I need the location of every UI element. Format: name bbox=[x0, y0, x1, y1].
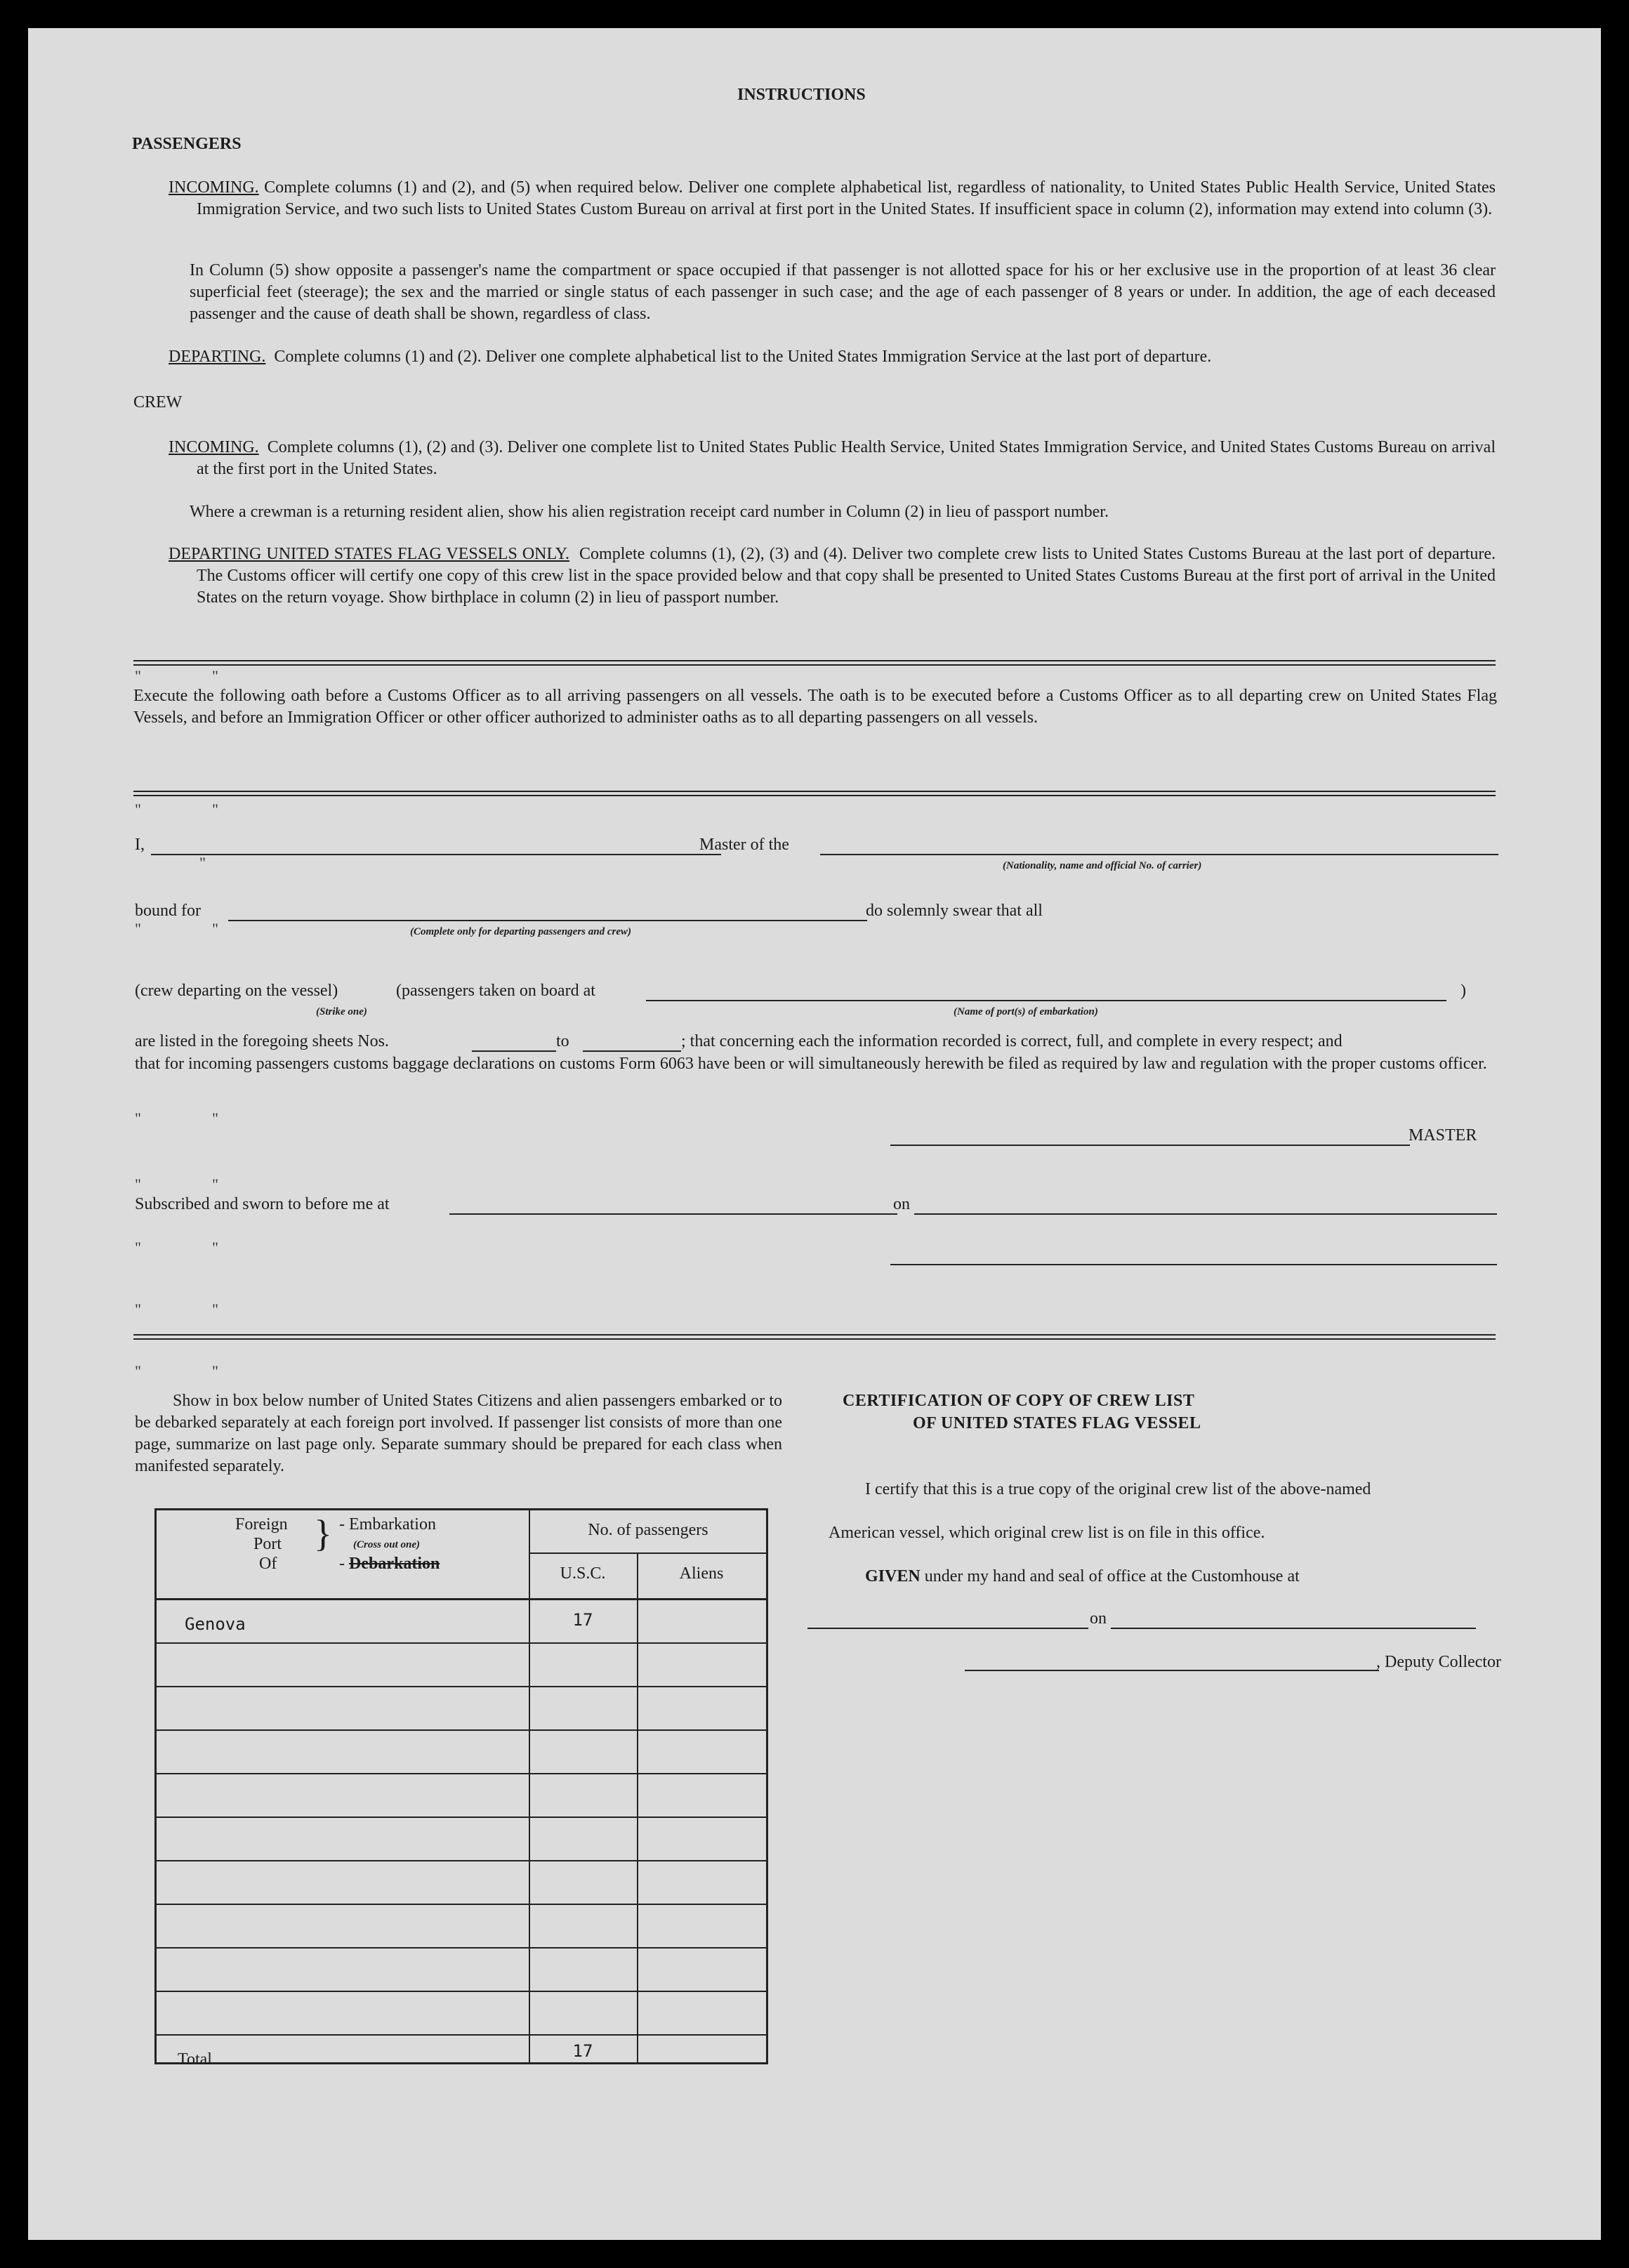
passengers-departing-text: Complete columns (1) and (2). Deliver one complete alphabetical list to the United States Immigration Service at the last port of departure. bbox=[274, 348, 1212, 366]
swear-text: do solemnly swear that all bbox=[866, 902, 1043, 920]
table-row bbox=[157, 1774, 766, 1818]
table-row bbox=[157, 1600, 766, 1644]
passengers-column5-paragraph: In Column (5) show opposite a passenger's name the compartment or space occupied if that passenger is not allotted space for his or her exclusive use in the proportion of at least 36 clear superficial feet (steerage); the sex and the married or single status of each passenger in such case; and the age of each passenger of 8 years or under. In addition, the age of each deceased passenger and the cause of death shall be shown, regardless of class. bbox=[190, 261, 1496, 323]
crew-departing-text: Complete columns (1), (2), (3) and (4). Deliver two complete crew lists to United States Customs Bureau at the last port of departure. The Customs officer will certify one copy of this crew list in the space provided below and that copy shall be presented to United States Customs Bureau at the first port of arrival in the United States on the return voyage. Show birthplace in column (2) in lieu of passport number. bbox=[197, 545, 1496, 607]
ditto-mark: " bbox=[135, 1300, 141, 1318]
passengers-incoming-label: INCOMING. bbox=[169, 178, 259, 197]
given-label: GIVEN bbox=[865, 1567, 921, 1585]
to-word: to bbox=[556, 1032, 569, 1050]
section-separator bbox=[133, 660, 1496, 666]
master-signature-field[interactable] bbox=[890, 1145, 1410, 1146]
table-row bbox=[157, 1687, 766, 1731]
header-embarkation: - Embarkation bbox=[339, 1515, 436, 1534]
embarkation-ports-field[interactable] bbox=[646, 1000, 1446, 1001]
close-paren: ) bbox=[1460, 982, 1466, 1000]
passengers-incoming-text: Complete columns (1) and (2), and (5) when required below. Deliver one complete alphabetical list, regardless of nationality, to United States Public Health Service, United States Immigration Service, and two such lists to United States Custom Bureau on arrival at first port in the United States. If insufficient space in column (2), information may extend into column (3). bbox=[197, 178, 1496, 218]
strike-note: (Strike one) bbox=[316, 1006, 367, 1017]
bound-for-note: (Complete only for departing passengers and crew) bbox=[410, 926, 631, 937]
on-word: on bbox=[893, 1195, 910, 1213]
master-label: MASTER bbox=[1409, 1126, 1477, 1145]
oath-i-label: I, bbox=[135, 836, 145, 854]
passengers-departing-label: DEPARTING. bbox=[169, 348, 266, 366]
ditto-mark: " bbox=[199, 854, 206, 871]
given-text: GIVEN under my hand and seal of office at the Customhouse at bbox=[865, 1567, 1300, 1585]
ditto-mark: " bbox=[135, 1362, 141, 1380]
brace-icon: } bbox=[314, 1512, 332, 1555]
sheet-to-field[interactable] bbox=[583, 1050, 681, 1052]
ditto-mark: " bbox=[212, 920, 218, 937]
ditto-mark: " bbox=[212, 1109, 218, 1127]
bound-for-field[interactable] bbox=[228, 920, 867, 921]
certification-title-2: OF UNITED STATES FLAG VESSEL bbox=[913, 1414, 1201, 1432]
summary-instructions: Show in box below number of United States Citizens and alien passengers embarked or to be debarked separately at each foreign port involved. If passenger list consists of more than one page, summarize on last page only. Separate summary should be prepared for each class when manifested separately. bbox=[135, 1392, 782, 1475]
ditto-mark: " bbox=[212, 800, 218, 818]
ditto-mark: " bbox=[212, 1239, 218, 1256]
sworn-date-field[interactable] bbox=[914, 1213, 1497, 1215]
ditto-mark: " bbox=[212, 667, 218, 685]
customhouse-field[interactable] bbox=[807, 1628, 1088, 1629]
master-name-field[interactable] bbox=[151, 854, 721, 855]
section-separator bbox=[133, 1334, 1496, 1340]
certification-title-1: CERTIFICATION OF COPY OF CREW LIST bbox=[843, 1392, 1195, 1410]
cert-on-word: on bbox=[1090, 1609, 1107, 1628]
table-row bbox=[157, 1731, 766, 1774]
ditto-mark: " bbox=[212, 1362, 218, 1380]
form-page bbox=[28, 28, 1601, 2240]
nationality-note: (Nationality, name and official No. of carrier) bbox=[1003, 860, 1202, 871]
listed-prefix: are listed in the foregoing sheets Nos. bbox=[135, 1032, 389, 1050]
certify-text: I certify that this is a true copy of the original crew list of the above-named bbox=[865, 1480, 1371, 1498]
crew-resident-paragraph: Where a crewman is a returning resident alien, show his alien registration receipt card number in Column (2) in lieu of passport number. bbox=[190, 503, 1109, 521]
summary-table bbox=[154, 1508, 768, 2069]
officer-signature-field[interactable] bbox=[890, 1264, 1497, 1265]
summary-rows bbox=[157, 1600, 766, 2073]
deputy-signature-field[interactable] bbox=[965, 1670, 1379, 1671]
header-no-of-passengers: No. of passengers bbox=[588, 1521, 708, 1539]
total-row bbox=[157, 2036, 766, 2073]
crew-incoming-paragraph bbox=[169, 437, 1496, 480]
page-title: INSTRUCTIONS bbox=[737, 86, 866, 104]
passengers-heading: PASSENGERS bbox=[132, 135, 242, 153]
ditto-mark: " bbox=[212, 1300, 218, 1318]
table-row bbox=[157, 1949, 766, 1992]
table-row bbox=[157, 1905, 766, 1949]
header-foreign: Foreign bbox=[235, 1515, 288, 1534]
crew-departing-label: DEPARTING UNITED STATES FLAG VESSELS ONLY. bbox=[169, 545, 569, 563]
american-vessel-text: American vessel, which original crew list is on file in this office. bbox=[829, 1524, 1265, 1542]
row-port[interactable]: Genova bbox=[185, 1614, 246, 1634]
header-debarkation: - Debarkation bbox=[339, 1555, 440, 1573]
total-label: Total bbox=[178, 2050, 212, 2069]
crew-departing-option: (crew departing on the vessel) bbox=[135, 982, 338, 1000]
subscribed-label: Subscribed and sworn to before me at bbox=[135, 1195, 390, 1213]
ports-note: (Name of port(s) of embarkation) bbox=[954, 1006, 1098, 1017]
sheet-from-field[interactable] bbox=[472, 1050, 556, 1052]
table-row bbox=[157, 1644, 766, 1687]
ditto-mark: " bbox=[135, 800, 141, 818]
ditto-mark: " bbox=[135, 1175, 141, 1193]
ditto-mark: " bbox=[135, 1109, 141, 1127]
sworn-place-field[interactable] bbox=[449, 1213, 897, 1215]
cross-out-note: (Cross out one) bbox=[353, 1539, 421, 1550]
passengers-incoming-paragraph bbox=[169, 177, 1496, 220]
passengers-taken-option: (passengers taken on board at bbox=[396, 982, 595, 1000]
row-usc[interactable]: 17 bbox=[572, 1610, 593, 1630]
table-row bbox=[157, 1818, 766, 1861]
header-of: Of bbox=[259, 1555, 277, 1573]
ditto-mark: " bbox=[135, 667, 141, 685]
crew-incoming-text: Complete columns (1), (2) and (3). Deliver one complete list to United States Public Health Service, United States Immigration Service, and United States Customs Bureau on arrival at the first port in the United States. bbox=[197, 438, 1496, 478]
section-separator bbox=[133, 791, 1496, 796]
cert-date-field[interactable] bbox=[1111, 1628, 1476, 1629]
deputy-collector-label: , Deputy Collector bbox=[1376, 1653, 1501, 1671]
crew-incoming-label: INCOMING. bbox=[169, 438, 259, 456]
oath-continuation: that for incoming passengers customs baggage declarations on customs Form 6063 have been or will simultaneously herewith be filed as required by law and regulation with the proper customs officer. bbox=[135, 1055, 1487, 1073]
passengers-departing-paragraph bbox=[169, 346, 1503, 368]
header-aliens: Aliens bbox=[679, 1564, 724, 1583]
header-port: Port bbox=[253, 1535, 282, 1553]
carrier-field[interactable] bbox=[820, 854, 1498, 855]
table-row bbox=[157, 1992, 766, 2036]
total-usc[interactable]: 17 bbox=[572, 2041, 593, 2061]
master-of-the-label: Master of the bbox=[699, 836, 789, 854]
header-usc: U.S.C. bbox=[560, 1564, 606, 1583]
ditto-mark: " bbox=[135, 920, 141, 937]
ditto-mark: " bbox=[135, 1239, 141, 1256]
ditto-mark: " bbox=[212, 1175, 218, 1193]
listed-suffix: ; that concerning each the information recorded is correct, full, and complete in every respect; and bbox=[681, 1032, 1343, 1050]
crew-heading: CREW bbox=[133, 393, 183, 411]
table-row bbox=[157, 1861, 766, 1905]
crew-departing-paragraph bbox=[169, 543, 1496, 609]
oath-intro: Execute the following oath before a Customs Officer as to all arriving passengers on all vessels. The oath is to be executed before a Customs Officer as to all departing crew on United States Flag Vessels, and before an Immigration Officer or other officer authorized to administer oaths as to all departing passengers on all vessels. bbox=[133, 687, 1497, 727]
bound-for-label: bound for bbox=[135, 902, 201, 920]
